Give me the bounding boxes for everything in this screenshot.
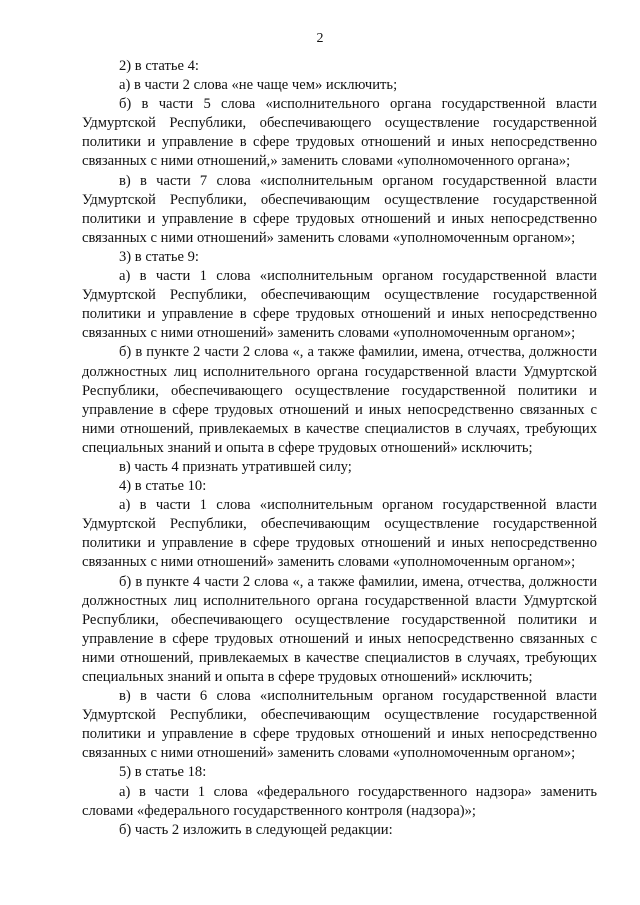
paragraph-article-9-v: в) часть 4 признать утратившей силу;	[119, 458, 352, 475]
paragraph-article-4-a: а) в части 2 слова «не чаще чем» исключить;	[119, 77, 398, 94]
page-number: 2	[316, 31, 324, 46]
paragraph-article-18-b: б) часть 2 изложить в следующей редакции:	[119, 821, 393, 838]
paragraph-article-9-heading: 3) в статье 9:	[119, 248, 199, 265]
paragraph-article-4-heading: 2) в статье 4:	[119, 58, 199, 74]
paragraph-article-10-v: в) в части 6 слова «исполнительным органом государственной власти Удмуртской Республики, обеспечивающим осуществление государственной политики и управление в сфере трудовых отношений и иных непосредственно связанных с ними отношений» заменить словами «уполномоченным органом»;	[82, 688, 597, 762]
paragraph-article-9-a: а) в части 1 слова «исполнительным органом государственной власти Удмуртской Республики, обеспечивающим осуществление государственной политики и управление в сфере трудовых отношений и иных непосредственно связанных с ними отношений» заменить словами «уполномоченным органом»;	[82, 268, 597, 342]
paragraph-article-10-a: а) в части 1 слова «исполнительным органом государственной власти Удмуртской Республики, обеспечивающим осуществление государственной политики и управление в сфере трудовых отношений и иных непосредственно связанных с ними отношений» заменить словами «уполномоченным органом»;	[82, 497, 597, 571]
paragraph-article-18-a: а) в части 1 слова «федерального государственного надзора» заменить словами «федерального государственного контроля (надзора)»;	[82, 783, 597, 819]
paragraph-article-9-b: б) в пункте 2 части 2 слова «, а также фамилии, имена, отчества, должности должностных лиц исполнительного органа государственной власти Удмуртской Республики, обеспечивающего осуществление государственной политики и управление в сфере трудовых отношений и иных непосредственно связанных с ними отношений, привлекаемых в качестве специалистов в случаях, требующих специальных знаний и опыта в сфере трудовых отношений» исключить;	[82, 344, 597, 456]
paragraph-article-10-b: б) в пункте 4 части 2 слова «, а также фамилии, имена, отчества, должности должностных лиц исполнительного органа государственной власти Удмуртской Республики, обеспечивающего осуществление государственной политики и управление в сфере трудовых отношений и иных непосредственно связанных с ними отношений, привлекаемых в качестве специалистов в случаях, требующих специальных знаний и опыта в сфере трудовых отношений» исключить;	[82, 573, 597, 685]
paragraph-article-4-v: в) в части 7 слова «исполнительным органом государственной власти Удмуртской Республики, обеспечивающим осуществление государственной политики и управление в сфере трудовых отношений и иных непосредственно связанных с ними отношений» заменить словами «уполномоченным органом»;	[82, 172, 597, 246]
paragraph-article-10-heading: 4) в статье 10:	[119, 478, 207, 495]
paragraph-article-4-b: б) в части 5 слова «исполнительного органа государственной власти Удмуртской Республики, обеспечивающего осуществление государственной политики и управление в сфере трудовых отношений и иных непосредственно связанных с ними отношений,» заменить словами «уполномоченного органа»;	[82, 96, 597, 170]
paragraph-article-18-heading: 5) в статье 18:	[119, 764, 207, 781]
document-body	[82, 57, 597, 840]
